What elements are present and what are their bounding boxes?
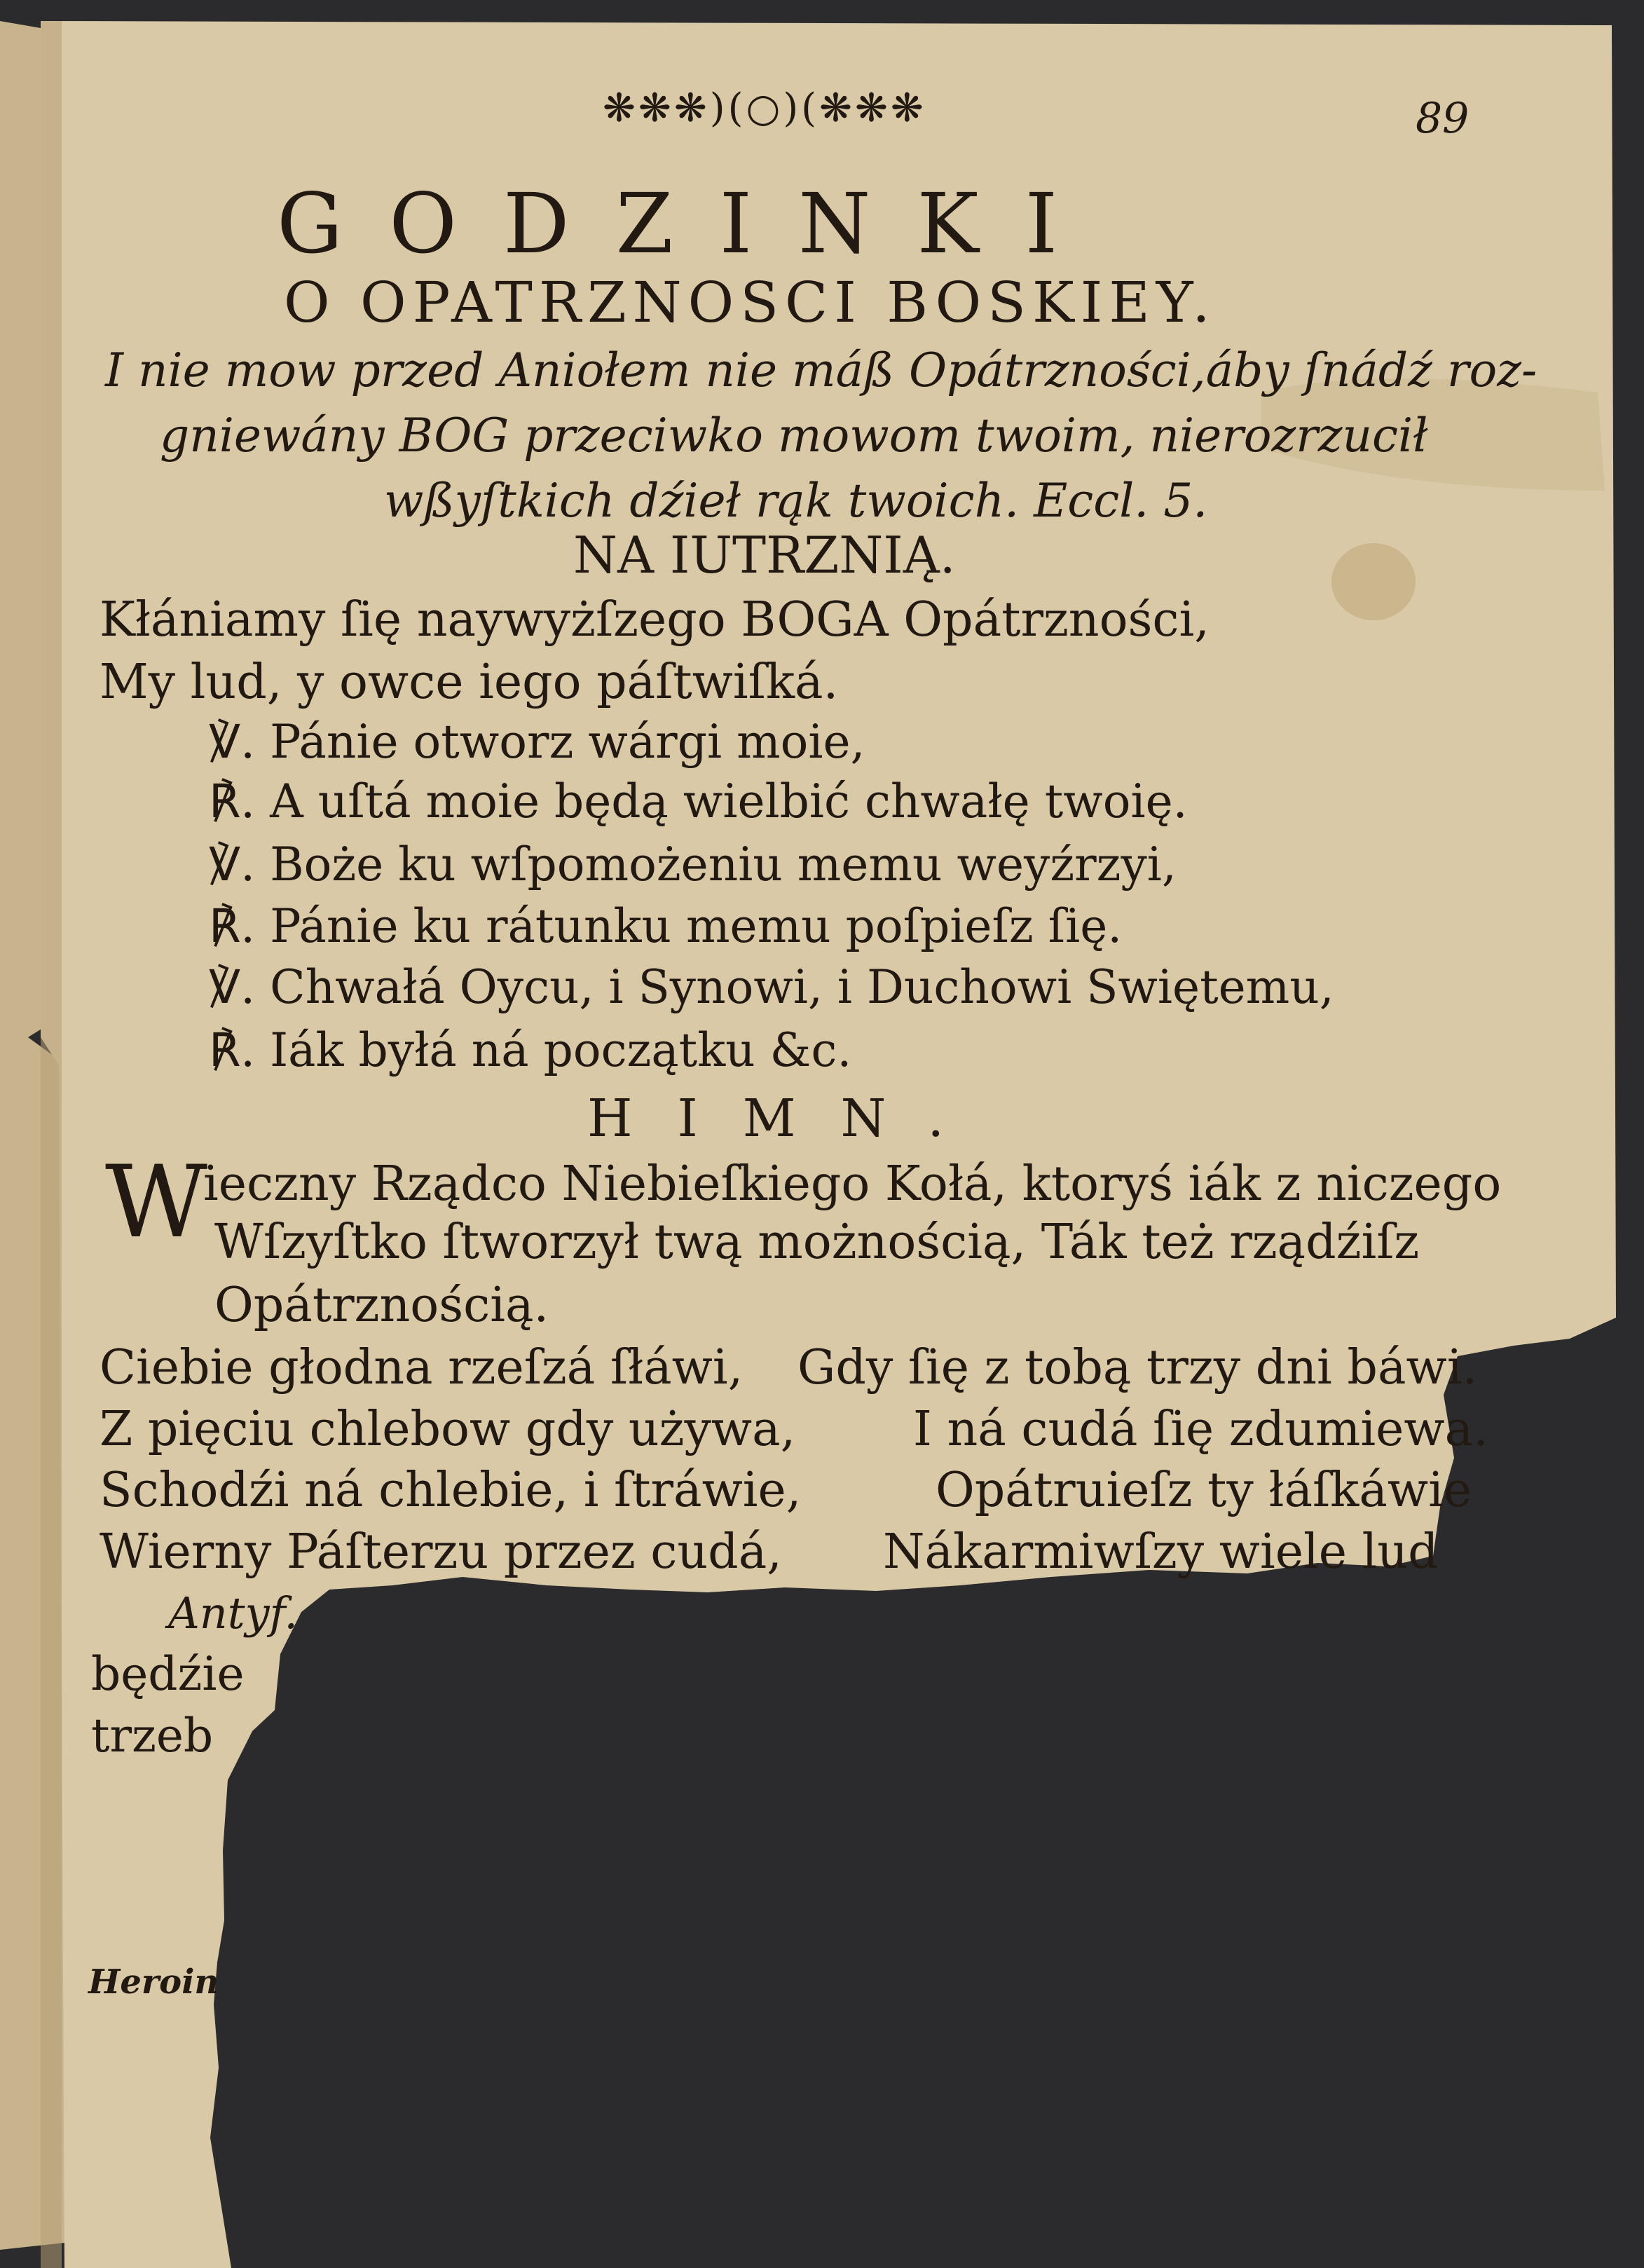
page-number: 89	[1416, 94, 1470, 143]
response-line: ℟. A uſtá moie będą wielbić chwałę twoię.	[209, 774, 1188, 828]
stanza-left-line: Schodźi ná chlebie, i ſtráwie,	[100, 1463, 802, 1518]
stanza-right-line: I ná cudá ſię zdumiewa.	[913, 1402, 1488, 1457]
hymn-opening-line: Wſzyſtko ſtworzył twą możnością, Ták też rządźiſz	[214, 1215, 1420, 1270]
hymn-drop-cap: W	[105, 1145, 207, 1260]
stanza-right-line: Opátruieſz ty łáſkáwie	[936, 1463, 1472, 1518]
hymn-title: HIMN.	[587, 1088, 989, 1149]
stanza-left-line: Wierny Páſterzu przez cudá,	[100, 1524, 782, 1580]
stanza-right-line: Nákarmiwſzy wiele lud	[883, 1524, 1439, 1580]
invitatory-line: My lud, y owce iego páſtwiſká.	[100, 655, 839, 710]
stanza-left-line: Z pięciu chlebow gdy używa,	[100, 1402, 796, 1457]
gutter-shadow	[41, 21, 62, 2268]
page-subtitle: O OPATRZNOSCI BOSKIEY.	[284, 270, 1217, 335]
epigraph-line: gniewány BOG przeciwko mowom twoim, nierozrzucił	[160, 409, 1428, 463]
header-ornament: ❋❋❋)(○)(❋❋❋	[603, 86, 926, 131]
versicle-line: ℣. Boże ku wſpomożeniu memu weyźrzyi,	[209, 838, 1177, 892]
response-line: ℟. Iák byłá ná początku &c.	[209, 1023, 852, 1077]
antiphon-label: Antyf.	[168, 1587, 299, 1639]
hymn-opening-line: Opátrznością.	[214, 1278, 549, 1333]
versicle-line: ℣. Pánie otworz wárgi moie,	[209, 715, 865, 769]
versicle-line: ℣. Chwałá Oycu, i Synowi, i Duchowi Swiętemu,	[209, 960, 1334, 1014]
hymn-opening-line: ieczny Rządco Niebieſkiego Kołá, ktoryś iák z niczego	[203, 1156, 1502, 1212]
section-heading: NA IUTRZNIĄ.	[573, 526, 956, 585]
response-line: ℟. Pánie ku rátunku memu poſpieſz ſię.	[209, 899, 1123, 953]
signature-mark: Heroin	[88, 1962, 219, 2002]
page-title: GODZINKI	[277, 175, 1104, 272]
stanza-left-line: Ciebie głodna rzeſzá ſłáwi,	[100, 1340, 744, 1395]
epigraph-line: I nie mow przed Aniołem nie máß Opátrzności,áby ſnádź roz-	[105, 343, 1537, 397]
torn-text-fragment: będźie	[91, 1647, 245, 1701]
spot-stain	[1331, 543, 1416, 620]
invitatory-line: Kłániamy ſię naywyżſzego BOGA Opátrzności,	[100, 592, 1210, 648]
torn-text-fragment: trzeb	[91, 1709, 214, 1763]
epigraph-line: wßyſtkich dźieł rąk twoich. Eccl. 5.	[384, 474, 1208, 528]
stanza-right-line: Gdy ſię z tobą trzy dni báwi.	[797, 1340, 1478, 1395]
